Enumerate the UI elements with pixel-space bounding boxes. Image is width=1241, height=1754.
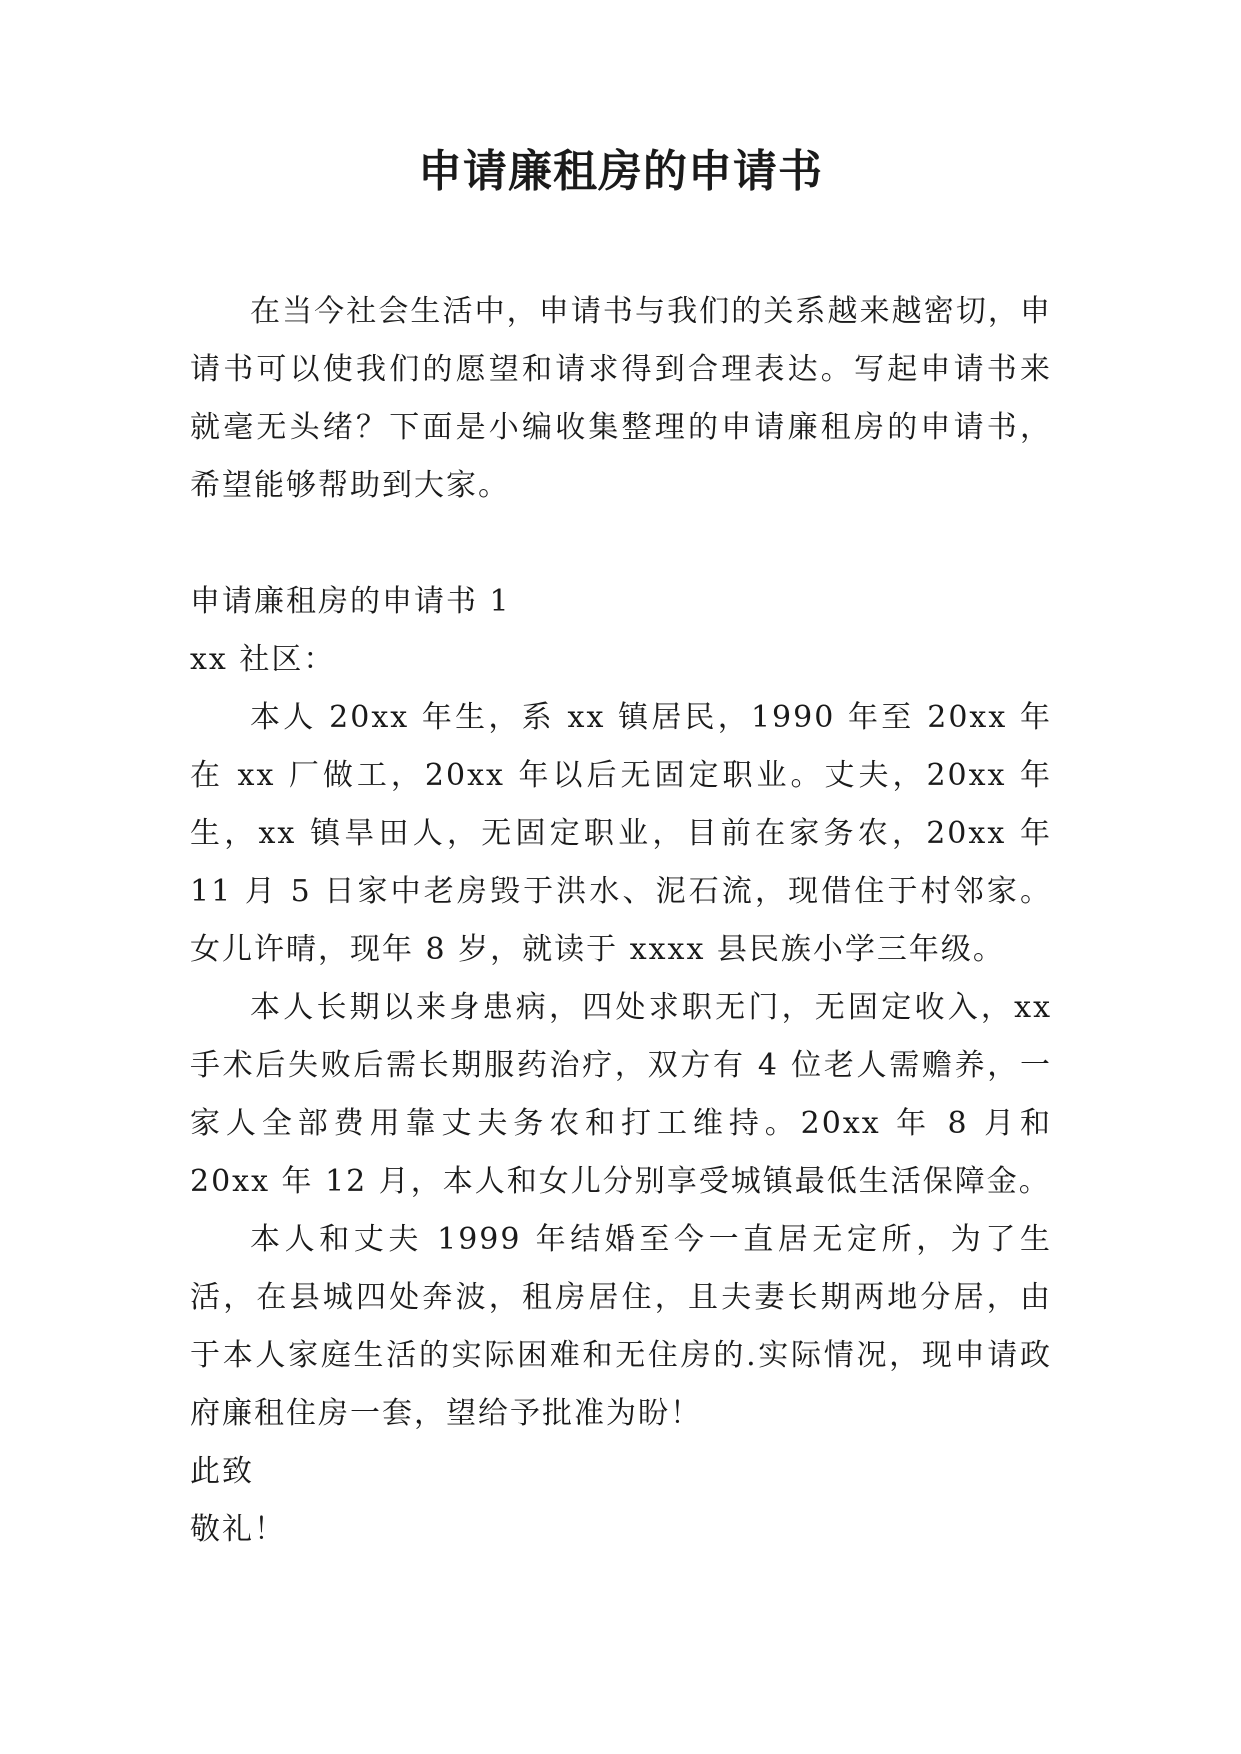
intro-paragraph: 在当今社会生活中，申请书与我们的关系越来越密切，申请书可以使我们的愿望和请求得到合理表达。写起申请书来就毫无头绪？下面是小编收集整理的申请廉租房的申请书，希望能够帮助到大家。: [190, 294, 1052, 503]
body-paragraph-1: 本人 20xx 年生，系 xx 镇居民，1990 年至 20xx 年在 xx 厂做工，20xx 年以后无固定职业。丈夫，20xx 年生，xx 镇旱田人，无固定职业，目前在家务农，20xx 年 11 月 5 日家中老房毁于洪水、泥石流，现借住于村邻家。女儿许晴，现年 8 岁，就读于 xxxx 县民族小学三年级。: [190, 700, 1052, 967]
document-body: [190, 283, 1052, 1559]
body-paragraph-2: 本人长期以来身患病，四处求职无门，无固定收入，xx 手术后失败后需长期服药治疗，双方有 4 位老人需赡养，一家人全部费用靠丈夫务农和打工维持。20xx 年 8 月和 20xx 年 12 月，本人和女儿分别享受城镇最低生活保障金。: [190, 990, 1052, 1199]
body-paragraph-3: 本人和丈夫 1999 年结婚至今一直居无定所，为了生活，在县城四处奔波，租房居住，且夫妻长期两地分居，由于本人家庭生活的实际困难和无住房的.实际情况，现申请政府廉租住房一套，望给予批准为盼！: [190, 1222, 1052, 1431]
spacer: [190, 515, 1052, 573]
section-heading: 申请廉租房的申请书 1: [190, 584, 511, 619]
salutation: xx 社区：: [190, 642, 336, 677]
closing-line-1: 此致: [190, 1454, 254, 1489]
closing-line-2: 敬礼！: [190, 1512, 286, 1547]
document-title: 申请廉租房的申请书: [418, 146, 823, 197]
